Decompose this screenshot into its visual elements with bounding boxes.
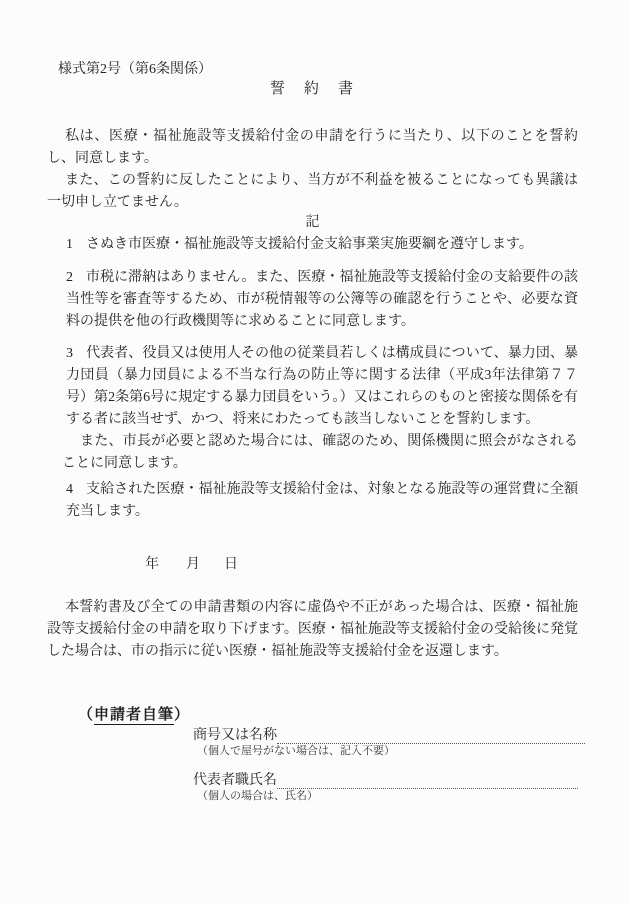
item-text: さぬき市医療・福祉施設等支援給付金支給事業実施要綱を遵守します。 [86,237,533,252]
closing-section [47,597,578,663]
applicant-handwritten-heading [78,704,190,726]
date-month-label: 月 [186,557,200,572]
form-number: 様式第2号（第6条関係） [58,62,212,77]
company-name-field [193,727,585,744]
date-year-blank[interactable] [80,554,145,568]
pledge-item-4 [66,479,578,523]
date-year-label: 年 [145,557,159,572]
document-title: 誓 約 書 [269,81,355,97]
representative-name-field [193,772,578,789]
intro-paragraph-1: 私は、医療・福祉施設等支援給付金の申請を行うに当たり、以下のことを誓約し、同意します。 [47,129,578,166]
item-text: 支給された医療・福祉施設等支援給付金は、対象となる施設等の運営費に全額充当します。 [66,482,578,519]
pledge-item-2 [66,267,578,333]
item-text: 市税に滞納はありません。また、医療・福祉施設等支援給付金の支給要件の該当性等を審査等するため、市が税情報等の公簿等の確認を行うことや、必要な資料の提供を他の行政機関等に求めることに同意します。 [66,270,578,329]
date-month-blank[interactable] [159,554,186,568]
representative-name-input-line[interactable] [277,774,578,789]
item-number: 3 [66,346,73,361]
closing-paragraph: 本誓約書及び全ての申請書類の内容に虚偽や不正があった場合は、医療・福祉施設等支援給付金の申請を取り下げます。医療・福祉施設等支援給付金の受給後に発覚した場合は、市の指示に従い医療・福祉施設等支援給付金を返還します。 [47,600,578,659]
date-day-blank[interactable] [200,554,224,568]
representative-name-note: （個人の場合は、氏名） [197,790,318,802]
date-line [80,554,238,576]
paren-open: （ [78,707,95,723]
list-heading: 記 [305,215,320,230]
item-number: 4 [66,482,73,497]
item-text: 代表者、役員又は使用人その他の従業員若しくは構成員について、暴力団、暴力団員（暴力団員による不当な行為の防止等に関する法律（平成3年法律第７７号）第2条第6号に規定する暴力団員をいう。）又はこれらのものと密接な関係を有する者に該当せず、かつ、将来にわたっても該当しないことを誓約します。 [66,346,578,427]
company-name-input-line[interactable] [277,729,585,744]
date-day-label: 日 [224,557,238,572]
company-name-note: （個人で屋号がない場合は、記入不要） [197,745,395,757]
paren-close: ） [174,707,191,723]
intro-section [47,126,578,214]
item-sub-text: また、市長が必要と認めた場合には、確認のため、関係機関に照会がなされることに同意します。 [62,434,578,471]
company-name-label: 商号又は名称 [193,728,277,743]
representative-name-label: 代表者職氏名 [193,773,277,788]
applicant-handwritten-label: 申請者自筆 [94,707,175,723]
pledge-item-1 [66,234,578,256]
intro-paragraph-2: また、この誓約に反したことにより、当方が不利益を被ることになっても異議は一切申し立てません。 [47,173,578,210]
pledge-item-3 [62,343,578,475]
item-number: 1 [66,237,73,252]
item-number: 2 [66,270,73,285]
